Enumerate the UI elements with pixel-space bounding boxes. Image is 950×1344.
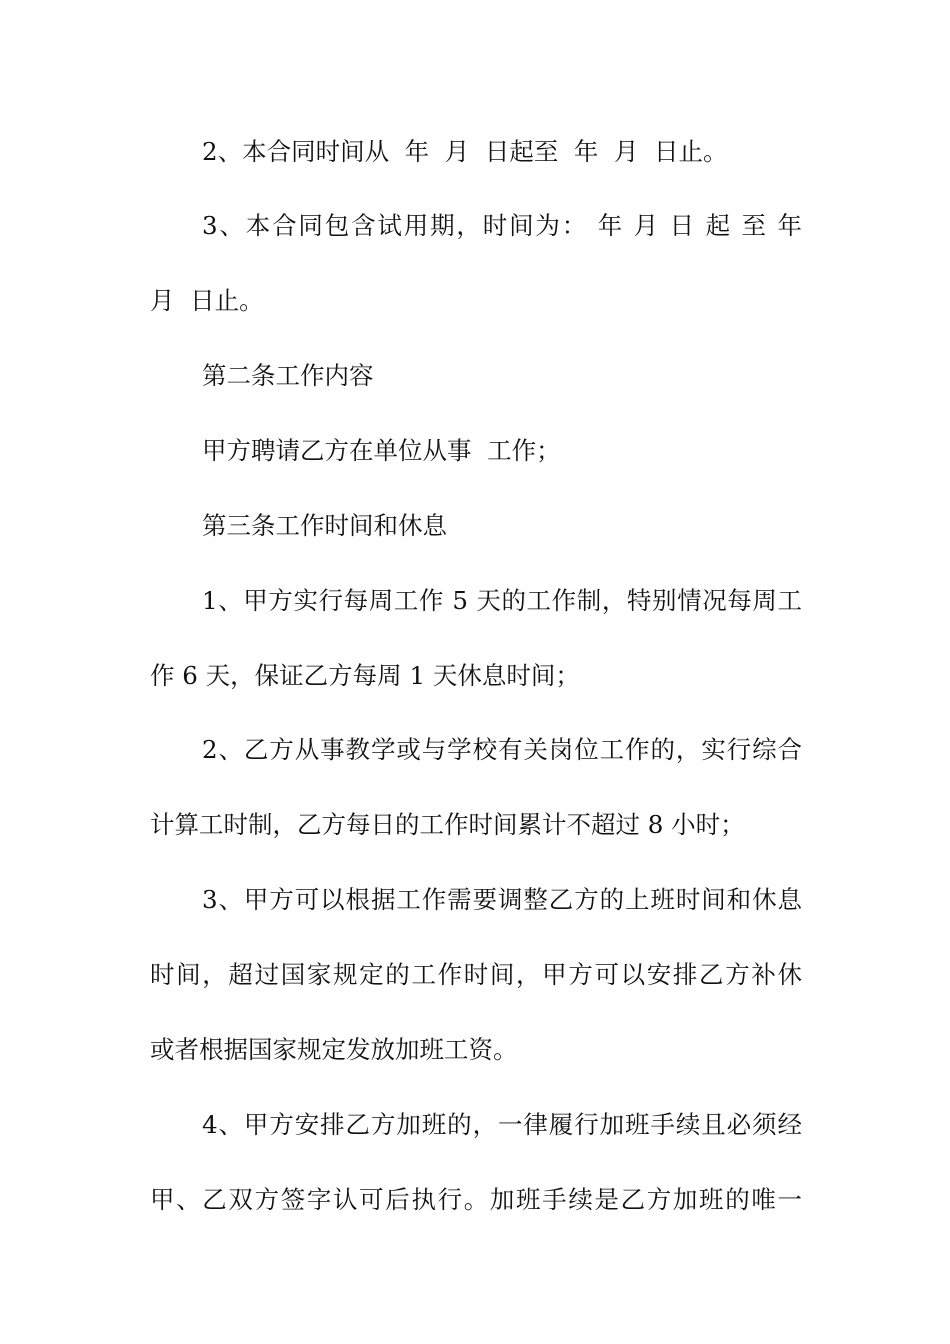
overtime-line-1: 4、甲方安排乙方加班的，一律履行加班手续且必须经 xyxy=(202,1110,802,1139)
schedule-adjustment-line-1: 3、甲方可以根据工作需要调整乙方的上班时间和休息 xyxy=(202,885,802,914)
probation-period-line-2: 月 日止。 xyxy=(150,286,264,315)
contract-period-line: 2、本合同时间从 年 月 日起至 年 月 日止。 xyxy=(202,137,728,166)
article-3-heading: 第三条工作时间和休息 xyxy=(202,511,447,540)
schedule-adjustment-line-2: 时间，超过国家规定的工作时间，甲方可以安排乙方补休 xyxy=(150,960,802,989)
working-hours-line-2: 计算工时制，乙方每日的工作时间累计不超过 8 小时； xyxy=(150,810,745,839)
overtime-line-2: 甲、乙双方签字认可后执行。加班手续是乙方加班的唯一 xyxy=(150,1185,802,1214)
working-hours-line-1: 2、乙方从事教学或与学校有关岗位工作的，实行综合 xyxy=(202,735,802,764)
job-description-line: 甲方聘请乙方在单位从事 工作； xyxy=(202,436,561,465)
schedule-adjustment-line-3: 或者根据国家规定发放加班工资。 xyxy=(150,1035,518,1064)
article-2-heading: 第二条工作内容 xyxy=(202,361,374,390)
work-schedule-line-2: 作 6 天，保证乙方每周 1 天休息时间； xyxy=(150,661,580,690)
probation-period-line-1: 3、本合同包含试用期，时间为： 年 月 日 起 至 年 xyxy=(202,211,802,240)
work-schedule-line-1: 1、甲方实行每周工作 5 天的工作制，特别情况每周工 xyxy=(202,586,802,615)
